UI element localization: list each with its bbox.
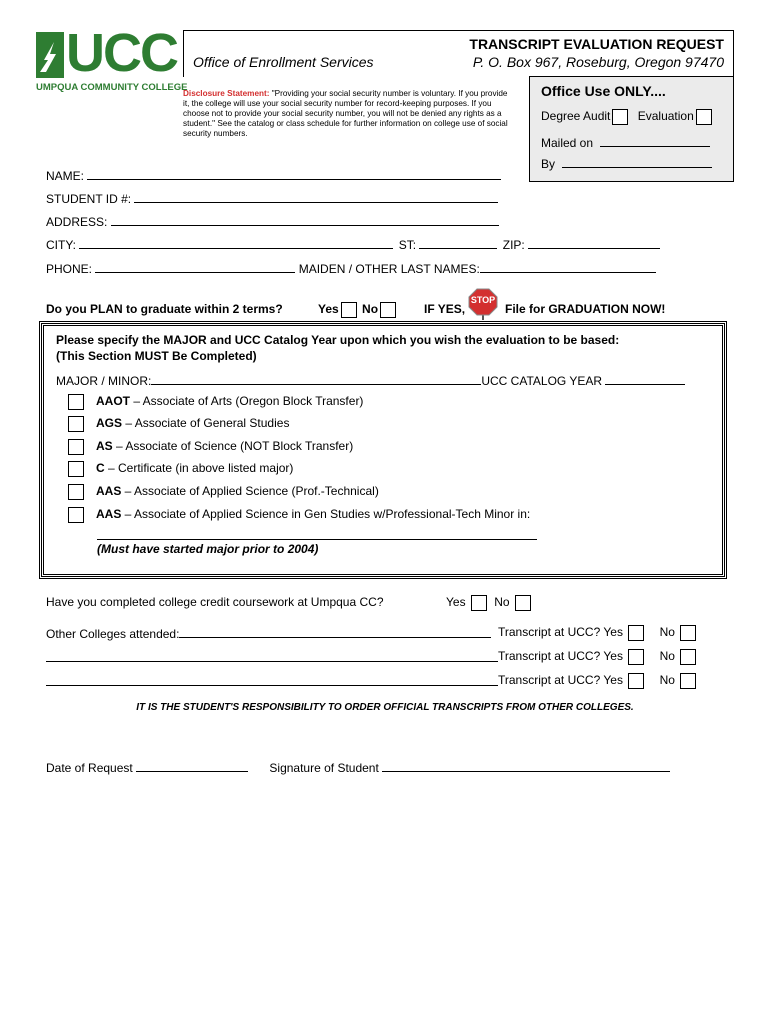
coursework-question: Have you completed college credit coursework at Umpqua CC? <box>46 595 384 609</box>
graduate-question: Do you PLAN to graduate within 2 terms? <box>46 302 283 316</box>
if-yes-label: IF YES, <box>424 302 466 316</box>
degree-checkbox-aas-gen[interactable] <box>68 507 84 523</box>
degree-code: C <box>96 461 105 476</box>
graduate-yes-label: Yes <box>318 302 339 317</box>
transcript-yes-checkbox[interactable] <box>628 625 644 641</box>
transcript-yes-label: Yes <box>603 625 623 640</box>
transcript-no-checkbox[interactable] <box>680 625 696 641</box>
date-of-request-field[interactable] <box>136 759 248 772</box>
responsibility-notice: IT IS THE STUDENT'S RESPONSIBILITY TO ORDER OFFICIAL TRANSCRIPTS FROM OTHER COLLEGES. <box>136 702 634 713</box>
coursework-yes-label: Yes <box>446 595 466 610</box>
zip-label: ZIP: <box>502 238 525 252</box>
transcript-no-checkbox[interactable] <box>680 649 696 665</box>
transcript-no-label: No <box>659 649 675 664</box>
major-instruction-1: Please specify the MAJOR and UCC Catalog Year upon which you wish the evaluation to be based: <box>56 333 620 347</box>
degree-checkbox-ags[interactable] <box>68 416 84 432</box>
state-field[interactable] <box>419 236 497 249</box>
prof-tech-minor-field[interactable] <box>97 539 537 540</box>
transcript-no-checkbox[interactable] <box>680 673 696 689</box>
logo-letters: UCC <box>66 23 177 83</box>
student-id-field[interactable] <box>134 190 498 203</box>
transcript-yes-checkbox[interactable] <box>628 649 644 665</box>
degree-desc: – Associate of General Studies <box>122 416 290 431</box>
degree-desc: – Associate of Science (NOT Block Transfer) <box>112 439 354 454</box>
mailed-on-field[interactable] <box>600 134 710 147</box>
office-use-title: Office Use ONLY.... <box>541 83 666 99</box>
graduate-yes-checkbox[interactable] <box>341 302 357 318</box>
degree-desc: – Associate of Arts (Oregon Block Transfer) <box>130 394 364 409</box>
degree-option <box>68 507 530 523</box>
transcript-label: Transcript at UCC? <box>498 649 601 664</box>
major-instruction-2: (This Section MUST Be Completed) <box>56 349 257 363</box>
student-id-label: STUDENT ID #: <box>46 192 132 206</box>
degree-code: AAS <box>96 484 122 499</box>
disclosure-text: "Providing your social security number is voluntary. If you provide it, the college will use your social security number for record-keeping purposes. If you choose not to provide your social security number, you will not be denied any rights as a student." See the catalog or class schedule for further information on college use of social security numbers. <box>183 89 508 138</box>
transcript-label: Transcript at UCC? <box>498 625 601 640</box>
city-field[interactable] <box>79 236 393 249</box>
name-field[interactable] <box>87 167 501 180</box>
degree-audit-label: Degree Audit <box>541 109 611 124</box>
address-label: ADDRESS: <box>46 215 108 229</box>
degree-option <box>68 394 363 410</box>
office-use-box <box>529 76 734 182</box>
transcript-yes-label: Yes <box>603 673 623 688</box>
by-label: By <box>541 157 556 171</box>
degree-option <box>68 416 289 432</box>
degree-checkbox-as[interactable] <box>68 439 84 455</box>
header-box-right <box>733 30 734 76</box>
phone-field[interactable] <box>95 260 295 273</box>
transcript-no-label: No <box>659 673 675 688</box>
degree-code: AAS <box>96 507 122 522</box>
maiden-label: MAIDEN / OTHER LAST NAMES: <box>298 262 480 276</box>
by-field[interactable] <box>562 155 712 168</box>
office-address: P. O. Box 967, Roseburg, Oregon 97470 <box>472 54 724 70</box>
stop-sign-text: STOP <box>470 295 496 305</box>
evaluation-label: Evaluation <box>637 109 694 124</box>
transcript-label: Transcript at UCC? <box>498 673 601 688</box>
phone-label: PHONE: <box>46 262 93 276</box>
disclosure-label: Disclosure Statement: <box>183 89 270 98</box>
form-title: TRANSCRIPT EVALUATION REQUEST <box>469 36 724 52</box>
maiden-field[interactable] <box>480 260 656 273</box>
other-college-field[interactable] <box>179 625 491 638</box>
city-label: CITY: <box>46 238 77 252</box>
degree-code: AAOT <box>96 394 130 409</box>
state-label: ST: <box>398 238 417 252</box>
evaluation-checkbox[interactable] <box>696 109 712 125</box>
transcript-yes-label: Yes <box>603 649 623 664</box>
transcript-no-label: No <box>659 625 675 640</box>
other-colleges-label: Other Colleges attended: <box>46 627 180 641</box>
date-of-request-label: Date of Request <box>46 761 133 775</box>
transcript-yes-checkbox[interactable] <box>628 673 644 689</box>
logo-college-name: UMPQUA COMMUNITY COLLEGE <box>36 82 188 93</box>
catalog-year-label: UCC CATALOG YEAR <box>481 374 603 388</box>
major-minor-field[interactable] <box>151 372 481 385</box>
degree-checkbox-aaot[interactable] <box>68 394 84 410</box>
stop-sign-icon <box>468 288 498 320</box>
catalog-year-field[interactable] <box>605 372 685 385</box>
other-college-field[interactable] <box>46 661 498 662</box>
major-note: (Must have started major prior to 2004) <box>97 542 319 556</box>
mailed-on-label: Mailed on <box>541 136 594 150</box>
degree-desc: – Associate of Applied Science (Prof.-Technical) <box>121 484 379 499</box>
signature-field[interactable] <box>382 759 670 772</box>
degree-option <box>68 461 293 477</box>
college-logo <box>36 23 188 98</box>
degree-code: AGS <box>96 416 123 431</box>
other-college-field[interactable] <box>46 685 498 686</box>
degree-option <box>68 439 353 455</box>
degree-audit-checkbox[interactable] <box>612 109 628 125</box>
coursework-no-label: No <box>494 595 510 610</box>
degree-checkbox-aas[interactable] <box>68 484 84 500</box>
zip-field[interactable] <box>528 236 660 249</box>
disclosure-statement <box>183 89 511 139</box>
coursework-no-checkbox[interactable] <box>515 595 531 611</box>
logo-emblem-icon <box>36 32 66 80</box>
degree-desc: – Associate of Applied Science in Gen Studies w/Professional-Tech Minor in: <box>121 507 531 522</box>
graduate-no-label: No <box>362 302 379 317</box>
degree-desc: – Certificate (in above listed major) <box>104 461 294 476</box>
office-name: Office of Enrollment Services <box>193 54 374 70</box>
address-field[interactable] <box>111 213 499 226</box>
coursework-yes-checkbox[interactable] <box>471 595 487 611</box>
degree-option <box>68 484 379 500</box>
degree-code: AS <box>96 439 113 454</box>
signature-label: Signature of Student <box>269 761 379 775</box>
graduate-no-checkbox[interactable] <box>380 302 396 318</box>
file-for-graduation: File for GRADUATION NOW! <box>505 302 666 316</box>
name-label: NAME: <box>46 169 85 183</box>
degree-checkbox-c[interactable] <box>68 461 84 477</box>
major-minor-label: MAJOR / MINOR: <box>56 374 152 388</box>
